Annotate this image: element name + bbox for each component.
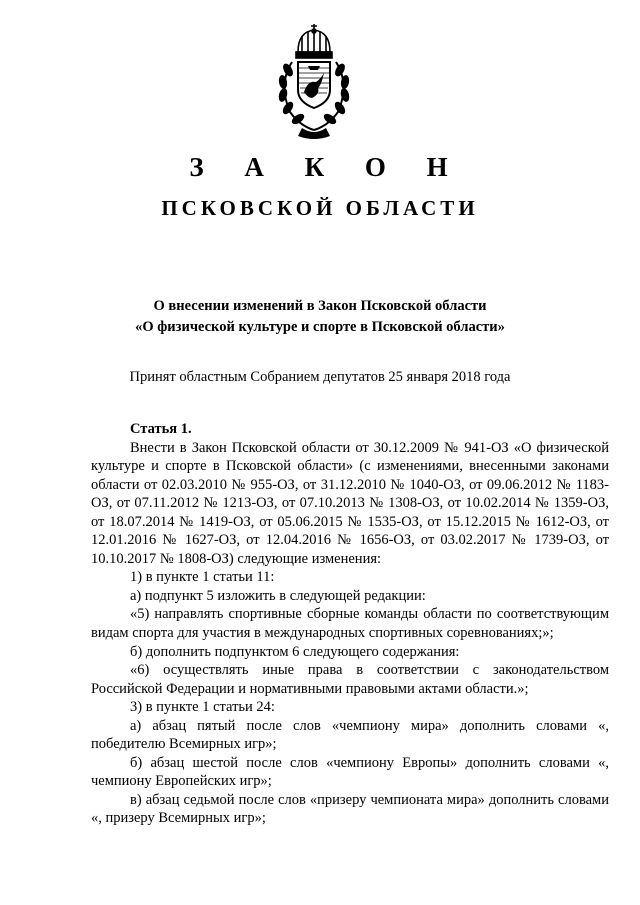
article-paragraph: «5) направлять спортивные сборные команды области по соответствующим видам спорта для участия в международных спортивных соревнованиях;»; bbox=[91, 606, 609, 642]
law-subject-line: «О физической культуре и спорте в Псковской области» bbox=[135, 319, 505, 335]
article-paragraph: а) подпункт 5 изложить в следующей редакции: bbox=[130, 587, 426, 604]
document-type-title: З А К О Н bbox=[189, 152, 465, 182]
article-paragraph: Внести в Закон Псковской области от 30.12.2009 № 941-ОЗ «О физической культуре и спорте в Псковской области» (с изменениями, внесенными законами области от 02.03.2010 № 955-ОЗ, от 31.12.2010 № 1040-ОЗ, от 09.06.2012 № 1183-ОЗ, от 07.11.2012 № 1213-ОЗ, от 07.10.2013 № 1308-ОЗ, от 10.02.2014 № 1359-ОЗ, от 18.07.2014 № 1419-ОЗ, от 05.06.2015 № 1535-ОЗ, от 15.12.2015 № 1612-ОЗ, от 12.01.2016 № 1627-ОЗ, от 12.04.2016 № 1656-ОЗ, от 03.02.2017 № 1739-ОЗ, от 10.10.2017 № 1808-ОЗ) следующие изменения: bbox=[91, 439, 609, 567]
law-subject bbox=[0, 296, 640, 338]
article-paragraph: а) абзац пятый после слов «чемпиону мира» дополнить словами «, победителю Всемирных игр»; bbox=[91, 717, 609, 753]
article-paragraph: в) абзац седьмой после слов «призеру чемпионата мира» дополнить словами «, призеру Всемирных игр»; bbox=[91, 791, 609, 827]
article-paragraph: 1) в пункте 1 статьи 11: bbox=[130, 569, 275, 586]
law-subject-line: О внесении изменений в Закон Псковской области bbox=[153, 298, 487, 314]
article-body bbox=[91, 420, 609, 828]
article-heading: Статья 1. bbox=[130, 421, 192, 437]
article-paragraph: «6) осуществлять иные права в соответствии с законодательством Российской Федерации и нормативными правовыми актами области.»; bbox=[91, 662, 609, 697]
adoption-statement: Принят областным Собранием депутатов 25 января 2018 года bbox=[129, 369, 511, 385]
article-paragraph: б) дополнить подпунктом 6 следующего содержания: bbox=[130, 643, 460, 660]
article-paragraph: б) абзац шестой после слов «чемпиону Европы» дополнить словами «, чемпиону Европейских игр»; bbox=[91, 754, 609, 790]
coat-of-arms-emblem bbox=[268, 22, 360, 140]
region-title: ПСКОВСКОЙ ОБЛАСТИ bbox=[161, 196, 479, 220]
emblem-graphic bbox=[268, 22, 360, 140]
article-paragraph: 3) в пункте 1 статьи 24: bbox=[130, 699, 275, 716]
